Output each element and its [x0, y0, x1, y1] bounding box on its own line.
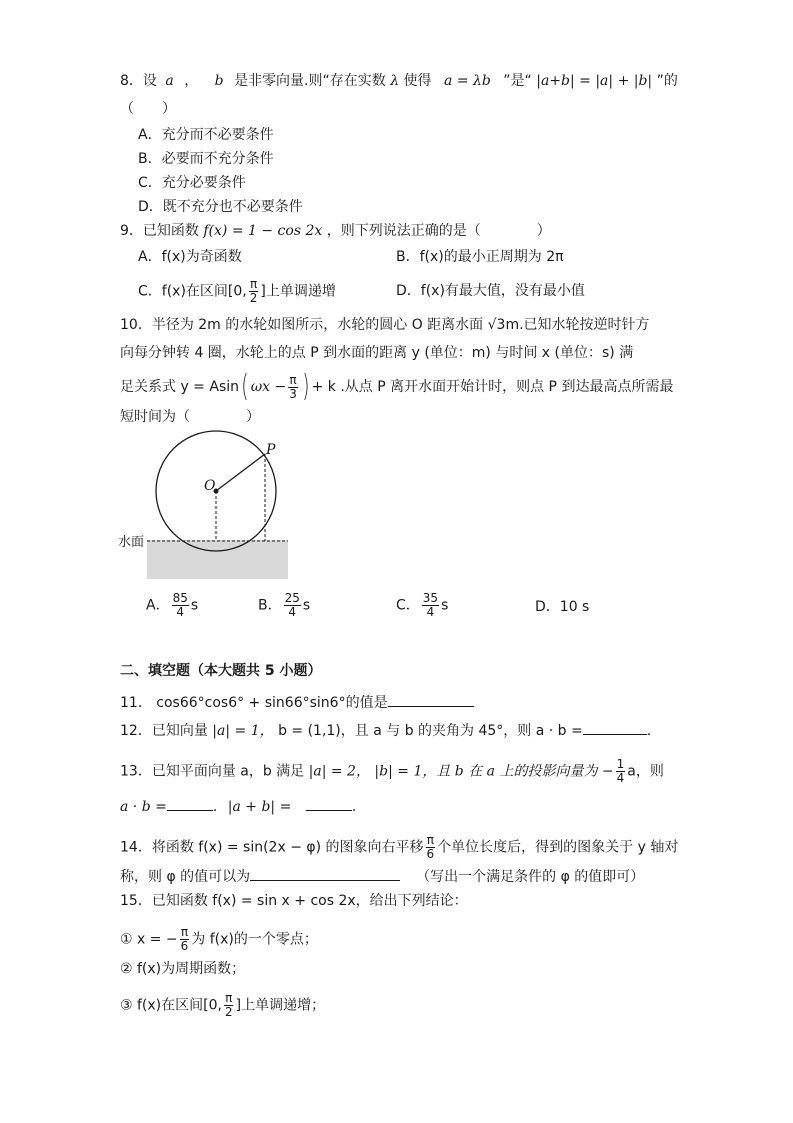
- q13-a: 13．已知平面向量 a，b 满足: [120, 763, 305, 780]
- q8-vec-a: a: [165, 73, 174, 89]
- q9-stem: [120, 222, 551, 240]
- q9-stem-b: ，则下列说法正确的是（ ）: [326, 223, 551, 239]
- q10-option-c-num: 35: [422, 591, 439, 605]
- q14-b: 个单位长度后，得到的图象关于 y 轴对: [437, 839, 679, 856]
- q10-line-3: [120, 369, 674, 404]
- q9-function: f(x) = 1 − cos 2x: [203, 223, 323, 239]
- q8-option-c: C．充分必要条件: [138, 175, 246, 191]
- q10-option-c-prefix: C．: [396, 597, 420, 614]
- q10-option-c-unit: s: [441, 597, 449, 614]
- q10-option-b-num: 25: [284, 591, 300, 605]
- label-o: O: [204, 478, 216, 494]
- q8-stem-b: 是非零向量.则“存在实数: [234, 73, 386, 89]
- q8-condition-2: |a+b| = |a| + |b|: [536, 73, 653, 89]
- q9-fraction-num: π: [249, 277, 258, 291]
- q10-line-4: 短时间为（ ）: [120, 409, 260, 425]
- q8-option-d: D．既不充分也不必要条件: [138, 199, 303, 215]
- q8-stem-c: 使得: [403, 73, 432, 89]
- q14-fraction-num: π: [426, 833, 434, 847]
- q15-c3-a: ③ f(x)在区间[0,: [120, 997, 222, 1014]
- q9-option-c-fraction: [249, 278, 259, 305]
- q8-stem-a: 8．设: [120, 73, 157, 89]
- q10-option-c-fraction: [422, 592, 439, 619]
- q10-paren-right: ): [302, 369, 310, 404]
- q10-option-a-prefix: A．: [146, 597, 170, 614]
- q10-option-a: [146, 592, 198, 619]
- q8-lambda: λ: [390, 73, 400, 89]
- q9-fraction-den: 2: [249, 291, 258, 305]
- q15-conclusion-1: [120, 926, 318, 953]
- q13-line-2: [120, 796, 356, 816]
- radius-op: [216, 454, 265, 491]
- q10-line-3-fraction: [288, 374, 298, 401]
- q10-option-a-num: 85: [172, 591, 188, 605]
- q15-conclusion-2: ② f(x)为周期函数；: [120, 961, 246, 977]
- q10-line-3-inner: ωx −: [250, 379, 287, 395]
- q9-option-b: B．f(x)的最小正周期为 2π: [396, 249, 564, 265]
- water-wheel-figure: [118, 430, 298, 582]
- q13-answer-blank-1[interactable]: [167, 796, 213, 811]
- q10-fraction-num: π: [289, 372, 297, 387]
- q14-line-1: [120, 834, 678, 861]
- q10-option-a-unit: s: [190, 597, 199, 614]
- q10-option-b-den: 4: [288, 605, 297, 619]
- q10-line-2: 向每分钟转 4 圈，水轮上的点 P 到水面的距离 y (单位：m) 与时间 x (单位：s) 满: [120, 345, 634, 361]
- q15-conclusion-3: [120, 992, 325, 1019]
- q15-c3-num: π: [225, 991, 233, 1005]
- q12-answer-blank[interactable]: [583, 720, 647, 735]
- q10-line-3-b: + k .从点 P 离开水面开始计时，则点 P 到达最高点所需最: [311, 379, 674, 395]
- q14-fraction-den: 6: [426, 847, 435, 861]
- q10-fraction-den: 3: [289, 386, 297, 401]
- q9-option-d: D．f(x)有最大值，没有最小值: [396, 283, 585, 299]
- q13-fraction: [616, 758, 626, 785]
- q9-option-c-b: ]上单调递增: [260, 283, 336, 300]
- q13-fraction-num: 1: [616, 757, 625, 771]
- q10-option-a-fraction: [172, 592, 189, 619]
- q8-comma: ，: [184, 73, 199, 89]
- q10-line-1: 10．半径为 2m 的水轮如图所示，水轮的圆心 O 距离水面 √3m.已知水轮按逆时针方: [120, 317, 650, 333]
- q15-stem: 15．已知函数 f(x) = sin x + cos 2x，给出下列结论：: [120, 893, 468, 909]
- q10-paren-left: (: [241, 369, 249, 404]
- q10-option-d-prefix: D．: [535, 599, 560, 615]
- q10-option-d-text: 10 s: [559, 599, 590, 615]
- q9-option-c: [138, 278, 336, 305]
- q13-e: a · b =: [120, 799, 167, 815]
- q8-option-a: A．充分而不必要条件: [138, 127, 274, 143]
- q13-f: .: [212, 799, 218, 815]
- q12-b: |a| = 1，: [212, 723, 274, 739]
- q12-end: .: [646, 723, 652, 739]
- q13-c: |b| = 1，且 b 在 a 上的投影向量为 −: [374, 763, 614, 780]
- q10-option-d: [535, 598, 589, 616]
- q15-c1-num: π: [180, 925, 189, 939]
- q13-line-1: [120, 758, 664, 785]
- q15-c1-a: ① x = −: [120, 931, 178, 948]
- q8-stem: [120, 72, 678, 90]
- q8-stem-d: ”是“: [503, 73, 532, 89]
- water-region: [147, 540, 288, 579]
- q11: [120, 692, 474, 712]
- q10-option-b: [258, 592, 310, 619]
- q15-c3-fraction: [224, 992, 234, 1019]
- q11-answer-blank[interactable]: [388, 692, 474, 707]
- q8-paren: （ ）: [120, 101, 176, 117]
- q13-h: .: [351, 799, 357, 815]
- q13-b: |a| = 2，: [308, 763, 370, 780]
- q9-option-c-a: C．f(x)在区间[0,: [138, 283, 247, 300]
- q14-line-2: [120, 866, 644, 886]
- q11-text: 11． cos66°cos6° + sin66°sin6°的值是: [120, 695, 388, 711]
- q15-c3-den: 2: [224, 1005, 233, 1019]
- q14-a: 14．将函数 f(x) = sin(2x − φ) 的图象向右平移: [120, 839, 424, 856]
- q12-c: b = (1,1)，且 a 与 b 的夹角为 45°，则 a · b =: [278, 723, 583, 739]
- q8-condition-1: a = λb: [444, 73, 491, 89]
- q13-fraction-den: 4: [616, 771, 625, 785]
- q12: [120, 720, 651, 740]
- q15-c3-b: ]上单调递增；: [235, 997, 326, 1014]
- q8-stem-e: ”的: [656, 73, 678, 89]
- q9-stem-a: 9．已知函数: [120, 223, 199, 239]
- q10-option-b-fraction: [284, 592, 301, 619]
- q15-c1-den: 6: [180, 939, 189, 953]
- q9-option-a: A．f(x)为奇函数: [138, 249, 242, 265]
- q13-d: a，则: [627, 763, 664, 780]
- q14-c: 称，则 φ 的值可以为: [120, 869, 251, 885]
- q12-a: 12．已知向量: [120, 723, 208, 739]
- q10-option-c-den: 4: [426, 605, 435, 619]
- q8-vec-b: b: [214, 73, 224, 89]
- section-2-title: 二、填空题（本大题共 5 小题）: [120, 663, 322, 679]
- q14-answer-blank[interactable]: [250, 866, 400, 881]
- q10-option-c: [396, 592, 448, 619]
- q15-c1-b: 为 f(x)的一个零点；: [191, 931, 318, 948]
- q14-fraction: [426, 834, 436, 861]
- q14-d: （写出一个满足条件的 φ 的值即可）: [416, 869, 645, 885]
- q10-option-a-den: 4: [176, 605, 185, 619]
- label-p: P: [266, 442, 276, 458]
- q10-line-3-a: 足关系式 y = Asin: [120, 379, 239, 395]
- label-water: 水面: [118, 535, 145, 550]
- q15-c1-fraction: [180, 926, 190, 953]
- q13-g: |a + b| =: [227, 799, 292, 815]
- q8-option-b: B．必要而不充分条件: [138, 151, 274, 167]
- q10-option-b-unit: s: [302, 597, 311, 614]
- q10-option-b-prefix: B．: [258, 597, 282, 614]
- q13-answer-blank-2[interactable]: [306, 796, 352, 811]
